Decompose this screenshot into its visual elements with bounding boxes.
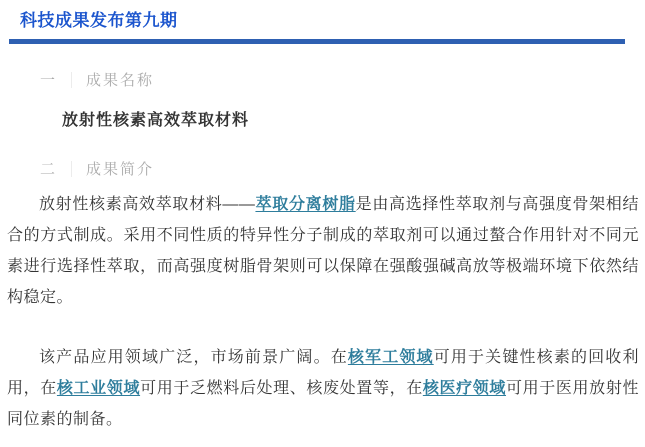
body-text: 是由高选择性萃取剂与高强度骨架相结合的方式制成。采用不同性质的特异性分子制成的萃取剂可以通过螯合作用针对不同元素进行选择性萃取，而高强度树脂骨架则可以保障在强酸强碱高放等极端环境下依然结构稳定。	[7, 196, 639, 306]
body-text: 放射性核素高效萃取材料——	[39, 196, 256, 213]
body-text: 可用于医用放射性同位素的制备。	[7, 380, 639, 428]
body-text: 可用于乏燃料后处理、核废处置等，在	[140, 380, 423, 397]
highlight-term-link[interactable]: 核工业领域	[56, 380, 141, 397]
highlight-term-link[interactable]: 萃取分离树脂	[255, 196, 356, 213]
section-title: 成果名称	[86, 72, 155, 89]
achievement-name: 放射性核素高效萃取材料	[62, 112, 250, 129]
body-text: 该产品应用领域广泛，市场前景广阔。在	[39, 349, 348, 366]
body-paragraph-2	[7, 342, 639, 435]
page-title: 科技成果发布第九期	[20, 11, 178, 30]
section-number: 二	[40, 161, 58, 178]
highlight-term-link[interactable]: 核军工领域	[347, 349, 434, 366]
highlight-term-link[interactable]: 核医疗领域	[422, 380, 507, 397]
section-number: 一	[40, 72, 58, 89]
title-underline-bar	[9, 39, 625, 44]
body-text: 可用于关键性核素的回收利用，在	[7, 349, 639, 397]
body-paragraph-1	[7, 189, 639, 313]
section-heading-intro	[40, 158, 645, 179]
document-body	[7, 189, 639, 435]
section-heading-name	[40, 69, 645, 90]
section-title: 成果简介	[86, 161, 155, 178]
